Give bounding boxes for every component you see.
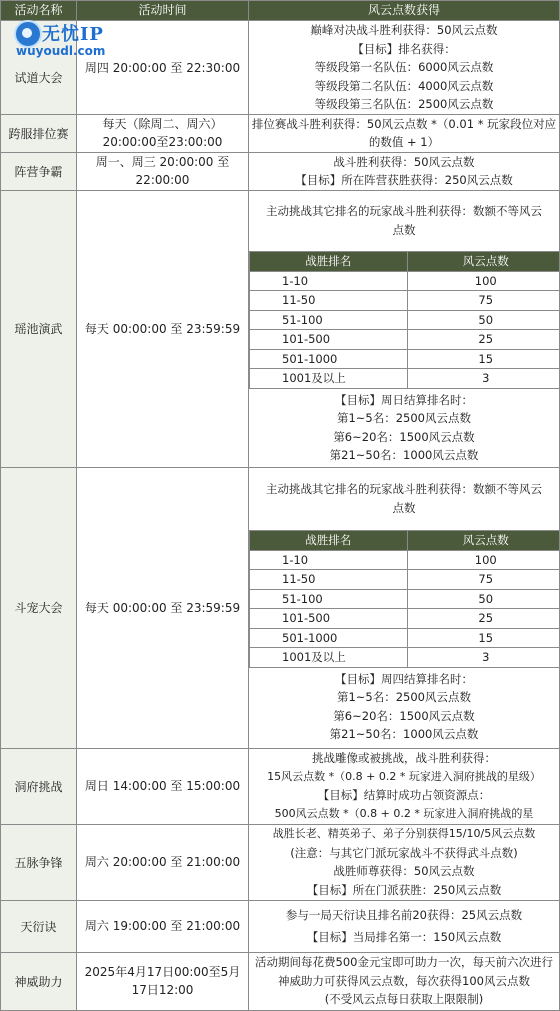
table-row	[250, 589, 560, 609]
goal-line: 第1~5名：2500风云点数	[249, 688, 559, 707]
activity-reward	[249, 824, 560, 900]
activity-reward	[249, 900, 560, 952]
goal-line: 第21~50名：1000风云点数	[249, 725, 559, 744]
activity-name: 神威助力	[1, 952, 77, 1010]
activity-time	[77, 952, 249, 1010]
rank-cell: 1001及以上	[250, 648, 408, 668]
header-reward: 风云点数获得	[249, 1, 560, 21]
table-row	[250, 369, 560, 389]
activity-reward	[249, 152, 560, 190]
activity-name: 试道大会	[1, 21, 77, 115]
rank-cell: 101-500	[250, 609, 408, 629]
rank-cell: 11-50	[250, 570, 408, 590]
rank-table	[249, 530, 560, 668]
reward-line: 15风云点数 *（0.8 + 0.2 * 玩家进入洞府挑战的星级）	[249, 768, 559, 787]
reward-line: 等级段第一名队伍：6000风云点数	[249, 58, 559, 77]
rank-header: 战胜排名	[250, 530, 408, 550]
reward-line: 等级段第三名队伍：2500风云点数	[249, 95, 559, 114]
rank-cell: 1-10	[250, 271, 408, 291]
table-row	[250, 330, 560, 350]
table-row	[250, 628, 560, 648]
time-line: 每天（除周二、周六）	[77, 115, 248, 133]
time-line: 周一、周三 20:00:00 至	[77, 153, 248, 171]
activity-reward	[249, 190, 560, 467]
header-name: 活动名称	[1, 1, 77, 21]
activity-time	[77, 152, 249, 190]
table-row	[250, 648, 560, 668]
rank-cell: 51-100	[250, 310, 408, 330]
points-cell: 75	[407, 570, 560, 590]
activity-reward	[249, 748, 560, 824]
table-row	[1, 190, 560, 467]
activity-name: 阵营争霸	[1, 152, 77, 190]
table-row	[250, 570, 560, 590]
points-cell: 3	[407, 369, 560, 389]
reward-line: 活动期间每花费500金元宝即可助力一次，每天前六次进行神威助力可获得风云点数，每次获得100风云点数	[249, 953, 559, 990]
table-row	[250, 271, 560, 291]
table-row	[1, 748, 560, 824]
points-cell: 15	[407, 628, 560, 648]
reward-line: 排位赛战斗胜利获得：50风云点数 *（0.01 * 玩家段位对应的数值 + 1）	[249, 115, 559, 152]
activity-time: 每天 00:00:00 至 23:59:59	[77, 467, 249, 748]
reward-line: 战胜师尊获得：50风云点数	[249, 862, 559, 881]
points-cell: 3	[407, 648, 560, 668]
activity-reward	[249, 21, 560, 115]
reward-line: 挑战雕像或被挑战，战斗胜利获得：	[249, 749, 559, 768]
activity-time	[77, 114, 249, 152]
table-row	[250, 609, 560, 629]
points-cell: 15	[407, 349, 560, 369]
reward-line: 【目标】所在阵营获胜获得：250风云点数	[249, 171, 559, 190]
header-time: 活动时间	[77, 1, 249, 21]
points-cell: 50	[407, 310, 560, 330]
rank-cell: 1001及以上	[250, 369, 408, 389]
rank-header: 战胜排名	[250, 251, 408, 271]
goal-line: 第6~20名：1500风云点数	[249, 428, 559, 447]
watermark-title: 无忧IP	[42, 20, 104, 46]
rank-cell: 501-1000	[250, 349, 408, 369]
activity-name: 五脉争锋	[1, 824, 77, 900]
table-row	[250, 349, 560, 369]
reward-line: (注意：与其它门派玩家战斗不获得武斗点数)	[249, 844, 559, 863]
goal-line: 第21~50名：1000风云点数	[249, 446, 559, 465]
time-line: 20:00:00至23:00:00	[77, 133, 248, 151]
points-cell: 100	[407, 271, 560, 291]
reward-line: 【目标】所在门派获胜：250风云点数	[249, 881, 559, 900]
activity-time: 周四 20:00:00 至 22:30:00	[77, 21, 249, 115]
table-row	[1, 114, 560, 152]
time-line: 17日12:00	[77, 981, 248, 999]
rank-table	[249, 251, 560, 389]
activity-name: 天衍诀	[1, 900, 77, 952]
activity-name: 瑶池演武	[1, 190, 77, 467]
reward-line: 【目标】排名获得：	[249, 40, 559, 59]
table-row	[1, 900, 560, 952]
reward-line: 巅峰对决战斗胜利获得：50风云点数	[249, 21, 559, 40]
activity-reward	[249, 952, 560, 1010]
reward-intro: 主动挑战其它排名的玩家战斗胜利获得：数额不等风云点数	[249, 480, 559, 517]
points-cell: 100	[407, 550, 560, 570]
points-cell: 25	[407, 330, 560, 350]
goal-line: 【目标】周日结算排名时：	[249, 391, 559, 410]
rank-cell: 101-500	[250, 330, 408, 350]
activity-time: 每天 00:00:00 至 23:59:59	[77, 190, 249, 467]
table-row	[1, 152, 560, 190]
points-header: 风云点数	[407, 251, 560, 271]
activity-time: 周日 14:00:00 至 15:00:00	[77, 748, 249, 824]
goal-line: 第6~20名：1500风云点数	[249, 707, 559, 726]
reward-line: 参与一局天衍诀且排名前20获得：25风云点数	[249, 904, 559, 926]
reward-line: 【目标】结算时成功占领资源点：	[249, 786, 559, 805]
rank-cell: 501-1000	[250, 628, 408, 648]
rank-cell: 51-100	[250, 589, 408, 609]
points-cell: 25	[407, 609, 560, 629]
points-cell: 75	[407, 291, 560, 311]
reward-line: 500风云点数 *（0.8 + 0.2 * 玩家进入洞府挑战的星	[249, 805, 559, 824]
points-header: 风云点数	[407, 530, 560, 550]
time-line: 2025年4月17日00:00至5月	[77, 963, 248, 981]
reward-line: 战斗胜利获得：50风云点数	[249, 153, 559, 172]
activity-name: 斗宠大会	[1, 467, 77, 748]
table-row	[250, 291, 560, 311]
activity-time: 周六 19:00:00 至 21:00:00	[77, 900, 249, 952]
reward-line: 等级段第二名队伍：4000风云点数	[249, 77, 559, 96]
activity-name: 洞府挑战	[1, 748, 77, 824]
rank-cell: 1-10	[250, 550, 408, 570]
table-row	[1, 952, 560, 1010]
time-line: 22:00:00	[77, 171, 248, 189]
reward-line: 战胜长老、精英弟子、弟子分别获得15/10/5风云点数	[249, 825, 559, 844]
points-cell: 50	[407, 589, 560, 609]
rank-cell: 11-50	[250, 291, 408, 311]
activity-reward	[249, 467, 560, 748]
reward-intro: 主动挑战其它排名的玩家战斗胜利获得：数额不等风云点数	[249, 202, 559, 239]
activity-name: 跨服排位赛	[1, 114, 77, 152]
reward-line: (不受风云点每日获取上限限制)	[249, 990, 559, 1009]
table-row	[1, 824, 560, 900]
goal-line: 第1~5名：2500风云点数	[249, 409, 559, 428]
activity-time: 周六 20:00:00 至 21:00:00	[77, 824, 249, 900]
activity-reward	[249, 114, 560, 152]
watermark-url: wuyoudl.com	[16, 44, 105, 58]
table-row	[250, 550, 560, 570]
table-row	[250, 310, 560, 330]
table-row	[1, 467, 560, 748]
watermark-logo	[14, 20, 134, 58]
reward-line: 【目标】当局排名第一：150风云点数	[249, 926, 559, 948]
goal-line: 【目标】周四结算排名时：	[249, 670, 559, 689]
table-header	[1, 1, 560, 21]
